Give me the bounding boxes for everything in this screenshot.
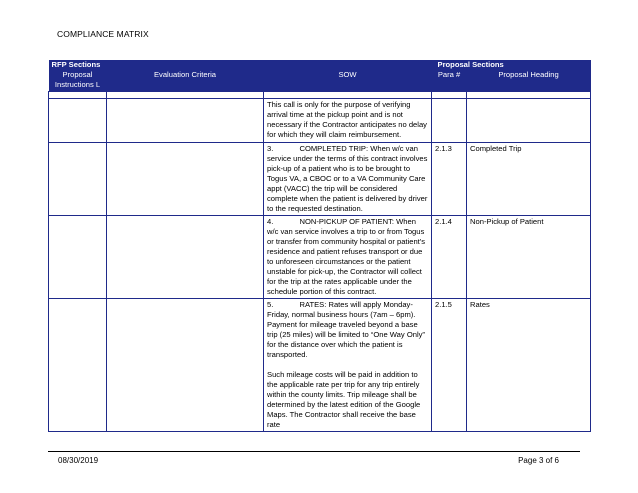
col-sow: SOW: [264, 70, 432, 92]
table-row: [49, 299, 591, 432]
sow-item-text: Rates will apply Monday-Friday, normal business hours (7am – 6pm). Payment for mileage traveled beyond a base trip (25 miles) will be limited to “One Way Only” for the distance over which the patient is transported.: [267, 300, 425, 359]
cell-instructions: [49, 99, 107, 143]
sow-item-number: 4.: [267, 217, 274, 226]
sow-item-heading: COMPLETED TRIP:: [299, 144, 369, 153]
cell-para: 2.1.3: [432, 143, 467, 216]
sow-item-number: 5.: [267, 300, 274, 309]
rfp-sections-label: RFP Sections: [51, 60, 101, 69]
cell-criteria: [107, 216, 264, 299]
cell-sow: [264, 299, 432, 432]
cell-instructions: [49, 299, 107, 432]
sow-item-text-continued: Such mileage costs will be paid in addition to the applicable rate per trip for any trip entirely within the county limits. Trip mileage shall be determined by the latest edition of the Google Maps. The Contractor shall receive the base rate: [267, 370, 421, 429]
cell-heading: Completed Trip: [467, 143, 591, 216]
cell-sow: [264, 216, 432, 299]
cell-para: 2.1.4: [432, 216, 467, 299]
header-column-row: [49, 70, 591, 92]
cell-sow: This call is only for the purpose of verifying arrival time at the pickup point and is not necessary if the Contractor anticipates no delay for which they will claim reimbursement.: [264, 99, 432, 143]
cell-heading: [467, 99, 591, 143]
compliance-matrix-table: [48, 60, 591, 432]
col-evaluation-criteria: Evaluation Criteria: [107, 70, 264, 92]
header-group-row: [49, 60, 591, 70]
cell-instructions: [49, 216, 107, 299]
table-row: [49, 216, 591, 299]
table-row: [49, 143, 591, 216]
col-proposal-instructions: Proposal Instructions L: [49, 70, 107, 92]
table-row: [49, 99, 591, 143]
cell-para: 2.1.5: [432, 299, 467, 432]
cell-criteria: [107, 143, 264, 216]
proposal-sections-label: Proposal Sections: [437, 60, 504, 69]
cell-criteria: [107, 99, 264, 143]
cell-criteria: [107, 299, 264, 432]
col-para: Para #: [432, 70, 467, 92]
footer-date: 08/30/2019: [58, 456, 99, 465]
cell-instructions: [49, 143, 107, 216]
sow-item-heading: NON-PICKUP OF PATIENT:: [299, 217, 394, 226]
sow-item-text: When w/c van service involves a trip to or from Togus or transfer from community hospital or patient's residence and patient refuses transport or due to unforeseen circumstances or the patient unstable for pick-up, the Contractor will collect for the trip at the rates applicable under the schedule portion of this contract.: [267, 217, 426, 296]
col-proposal-heading: Proposal Heading: [467, 70, 591, 92]
table-spacer-row: [49, 92, 591, 99]
sow-item-number: 3.: [267, 144, 274, 153]
sow-item-text: When w/c van service under the terms of this contract involves pick-up of a patient who is to be brought to Togus VA, a CBOC or to a VA Community Care appt (VACC) the trip will be considered complete when the patient is delivered by driver to the requested destination.: [267, 144, 428, 213]
page-title: COMPLIANCE MATRIX: [57, 29, 149, 39]
sow-item-heading: RATES:: [299, 300, 327, 309]
cell-heading: Non-Pickup of Patient: [467, 216, 591, 299]
footer-page-number: Page 3 of 6: [518, 456, 559, 465]
cell-para: [432, 99, 467, 143]
cell-heading: Rates: [467, 299, 591, 432]
footer-divider: [48, 451, 580, 452]
cell-sow: [264, 143, 432, 216]
